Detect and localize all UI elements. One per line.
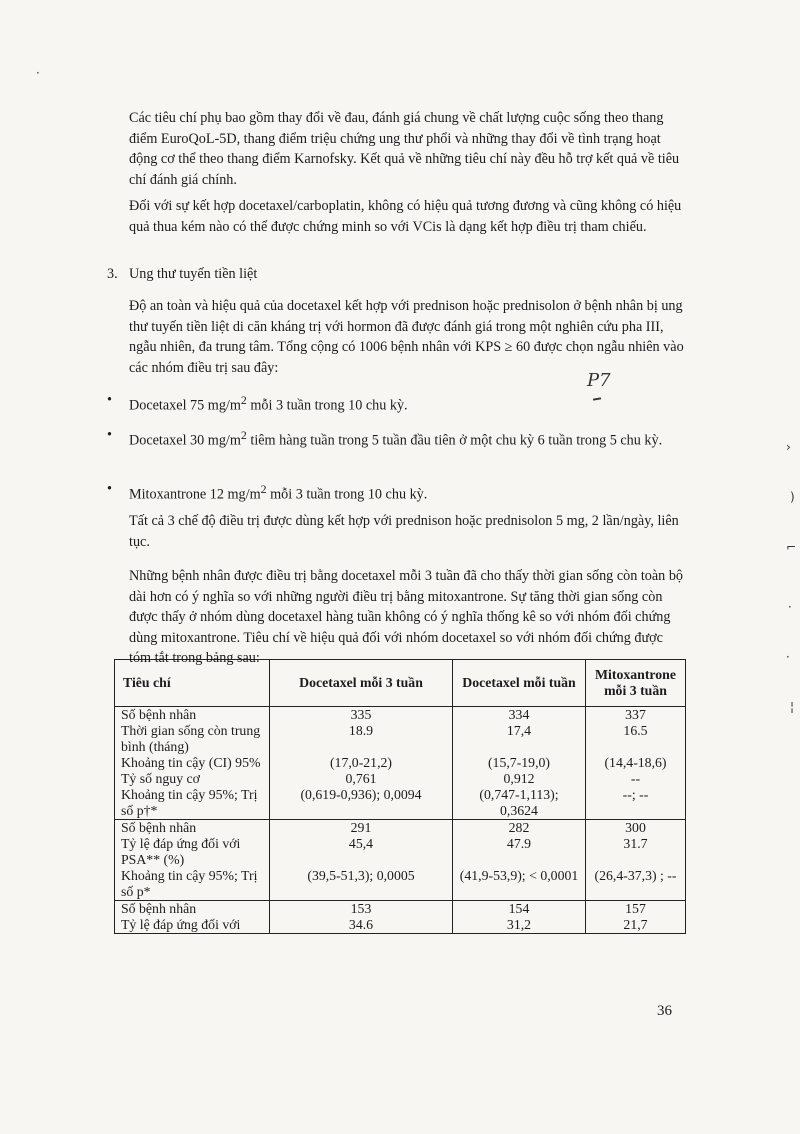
section-number: 3.	[107, 266, 118, 282]
table-row	[115, 917, 686, 934]
table-cell: (14,4-18,6)	[586, 755, 686, 771]
table-cell: (41,9-53,9); < 0,0001	[453, 868, 586, 901]
page-number: 36	[657, 1003, 672, 1019]
table-cell: (26,4-37,3) ; --	[586, 868, 686, 901]
table-header-mitoxantrone: Mitoxantrone mỗi 3 tuần	[586, 660, 686, 707]
table-cell: 153	[270, 901, 453, 918]
bullet-text-main: Docetaxel 30 mg/m	[129, 432, 241, 449]
efficacy-table	[114, 659, 686, 934]
scan-artifact: ·	[786, 650, 790, 664]
table-header-criteria: Tiêu chí	[115, 660, 270, 707]
table-cell: (39,5-51,3); 0,0005	[270, 868, 453, 901]
table-cell: (0,619-0,936); 0,0094	[270, 787, 453, 820]
table-cell: 335	[270, 707, 453, 724]
bullet-icon: •	[107, 427, 112, 443]
table-row	[115, 868, 686, 901]
paragraph-docetaxel-carboplatin: Đối với sự kết hợp docetaxel/carboplatin, không có hiệu quả tương đương và cũng không có hiệu quả thua kém nào có thể được chứng minh so với VCis là dạng kết hợp điều trị tham chiếu.	[129, 198, 682, 235]
superscript: 2	[260, 482, 267, 496]
scan-artifact: ¦	[790, 700, 795, 714]
table-cell: (17,0-21,2)	[270, 755, 453, 771]
table-cell: Tỷ lệ đáp ứng đối với PSA** (%)	[115, 836, 270, 868]
table-row	[115, 820, 686, 837]
table-cell: Khoảng tin cậy 95%; Trị số p†*	[115, 787, 270, 820]
scan-artifact: ›	[786, 440, 791, 454]
bullet-text	[129, 425, 684, 451]
scan-artifact: ·	[36, 66, 40, 80]
table-cell: 17,4	[453, 723, 586, 755]
table-cell: Tỷ lệ đáp ứng đối với	[115, 917, 270, 934]
bullet-text-rest: mỗi 3 tuần trong 10 chu kỳ.	[246, 397, 408, 414]
table-row	[115, 723, 686, 755]
table-cell: 16.5	[586, 723, 686, 755]
table-cell: 154	[453, 901, 586, 918]
table-cell: 300	[586, 820, 686, 837]
table-cell: 21,7	[586, 917, 686, 934]
scan-artifact: )	[790, 490, 795, 504]
bullet-text-rest: mỗi 3 tuần trong 10 chu kỳ.	[266, 486, 428, 503]
table-cell: 31,2	[453, 917, 586, 934]
table-row	[115, 771, 686, 787]
table-header-docetaxel-weekly: Docetaxel mỗi tuần	[453, 660, 586, 707]
table-cell: 34.6	[270, 917, 453, 934]
table-cell: 157	[586, 901, 686, 918]
table-cell: 334	[453, 707, 586, 724]
table-cell: Khoảng tin cậy 95%; Trị số p*	[115, 868, 270, 901]
bullet-icon: •	[107, 481, 112, 497]
paragraph-study-design: Độ an toàn và hiệu quả của docetaxel kết hợp với prednison hoặc prednisolon ở bệnh nhân bị ung thư tuyến tiền liệt di căn kháng trị với hormon đã được đánh giá trong một nghiên cứu pha III, ngẫu nhiên, đa trung tâm. Tổng cộng có 1006 bệnh nhân với KPS ≥ 60 được chọn ngẫu nhiên vào các nhóm điều trị sau đây:	[129, 298, 684, 376]
table-row	[115, 707, 686, 724]
bullet-text-main: Mitoxantrone 12 mg/m	[129, 486, 261, 503]
table-cell: (15,7-19,0)	[453, 755, 586, 771]
table-cell: (0,747-1,113); 0,3624	[453, 787, 586, 820]
table-row	[115, 755, 686, 771]
paragraph-results-summary: Những bệnh nhân được điều trị bằng docetaxel mỗi 3 tuần đã cho thấy thời gian sống còn toàn bộ dài hơn có ý nghĩa so với những người điều trị bằng mitoxantrone. Sự tăng thời gian sống còn được thấy ở nhóm dùng docetaxel hàng tuần không có ý nghĩa thống kê so với nhóm đối chứng dùng mitoxantrone. Tiêu chí về hiệu quả đối với nhóm docetaxel so với nhóm đối chứng được tóm tắt trong bảng sau:	[129, 568, 684, 666]
table-header-row	[115, 660, 686, 707]
table-row	[115, 901, 686, 918]
table-header-docetaxel-3w: Docetaxel mỗi 3 tuần	[270, 660, 453, 707]
superscript: 2	[240, 428, 247, 442]
paragraph-prednisone: Tất cả 3 chế độ điều trị được dùng kết hợp với prednison hoặc prednisolon 5 mg, 2 lần/ngày, liên tục.	[129, 513, 679, 550]
paragraph-secondary-endpoints: Các tiêu chí phụ bao gồm thay đổi về đau, đánh giá chung về chất lượng cuộc sống theo thang điểm EuroQoL-5D, thang điểm triệu chứng ung thư phổi và những thay đổi về tình trạng hoạt động cơ thể theo thang điểm Karnofsky. Kết quả về những tiêu chí này đều hỗ trợ kết quả về tiêu chí đánh giá chính.	[129, 110, 680, 188]
scan-artifact: ·	[788, 600, 792, 614]
table-cell: 47.9	[453, 836, 586, 868]
table-cell: 0,912	[453, 771, 586, 787]
bullet-text	[129, 390, 684, 416]
superscript: 2	[240, 393, 247, 407]
table-cell: 0,761	[270, 771, 453, 787]
handwritten-annotation: P7	[587, 370, 611, 391]
scan-artifact: ⌐	[786, 540, 797, 554]
table-cell: 18.9	[270, 723, 453, 755]
table-cell: --; --	[586, 787, 686, 820]
bullet-icon: •	[107, 392, 112, 408]
section-title: Ung thư tuyến tiền liệt	[129, 266, 258, 282]
table-cell: --	[586, 771, 686, 787]
bullet-text-main: Docetaxel 75 mg/m	[129, 397, 241, 414]
table-cell: Tỷ số nguy cơ	[115, 771, 270, 787]
table-cell: 337	[586, 707, 686, 724]
table-cell: Số bệnh nhân	[115, 820, 270, 837]
bullet-text	[129, 479, 684, 505]
table-cell: 282	[453, 820, 586, 837]
table-row	[115, 836, 686, 868]
table-cell: 31.7	[586, 836, 686, 868]
table-cell: Thời gian sống còn trung bình (tháng)	[115, 723, 270, 755]
table-cell: 45,4	[270, 836, 453, 868]
table-cell: Khoảng tin cậy (CI) 95%	[115, 755, 270, 771]
table-cell: Số bệnh nhân	[115, 707, 270, 724]
table-cell: 291	[270, 820, 453, 837]
bullet-text-rest: tiêm hàng tuần trong 5 tuần đầu tiên ở một chu kỳ 6 tuần trong 5 chu kỳ.	[246, 432, 663, 449]
table-row	[115, 787, 686, 820]
table-cell: Số bệnh nhân	[115, 901, 270, 918]
